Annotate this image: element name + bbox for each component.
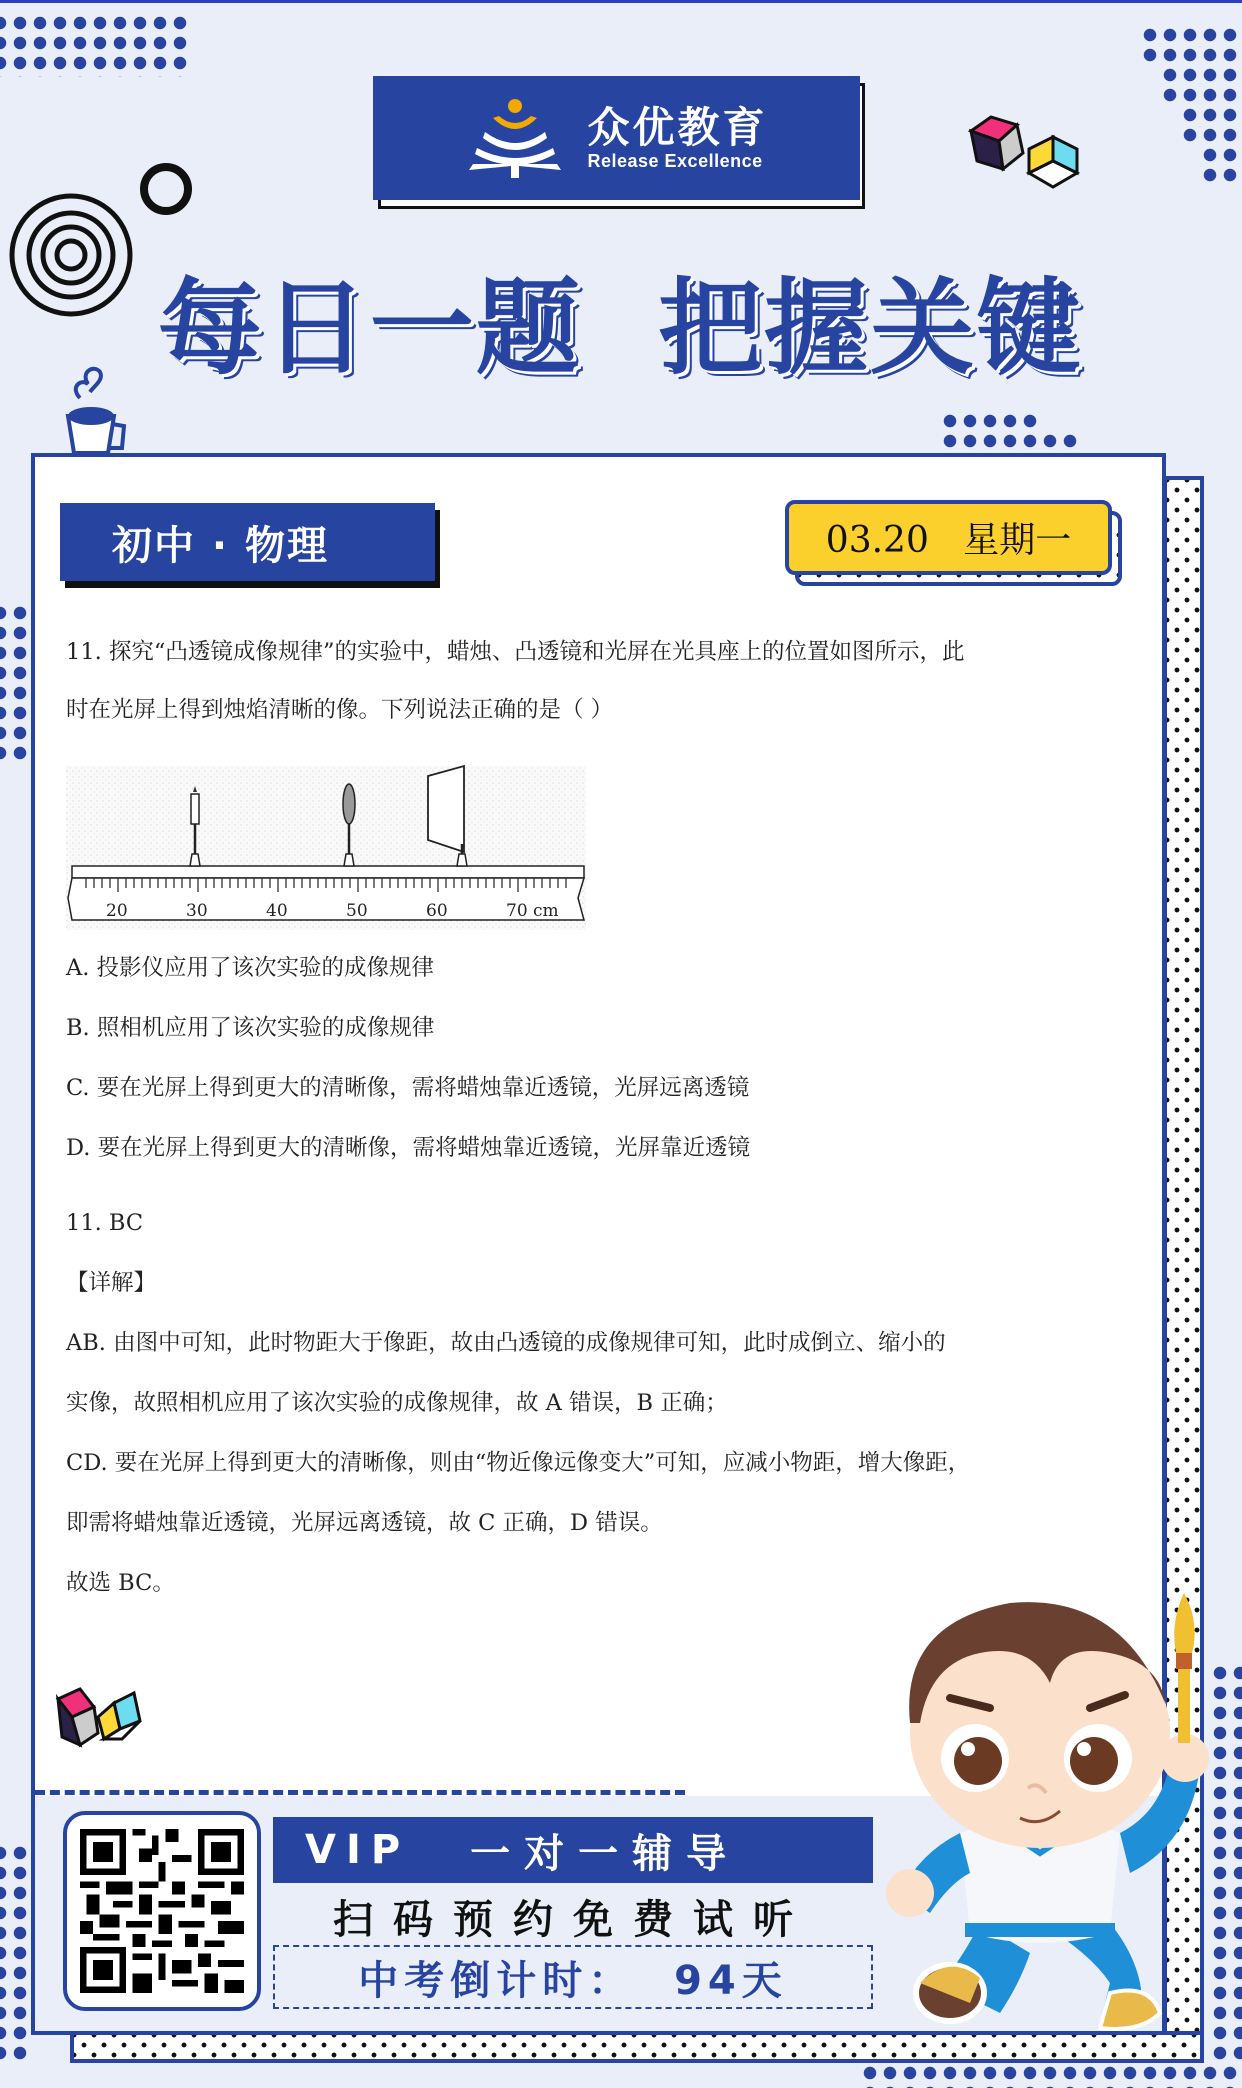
dot-pattern-top-right-3	[1180, 105, 1240, 145]
scan-to-book-text: 扫码预约免费试听	[333, 1896, 813, 1943]
exam-countdown: 中考倒计时： 94天	[273, 1945, 873, 2009]
dot-pattern-left-mid	[0, 603, 30, 763]
ruler-label-30: 30	[186, 901, 208, 921]
ruler-label-70: 70 cm	[506, 901, 559, 921]
one-on-one-label: 一对一辅导	[470, 1830, 741, 1877]
cubes-decoration-icon	[965, 103, 1095, 193]
vip-banner	[273, 1817, 873, 1883]
dot-pattern-left-bottom	[0, 1843, 30, 2063]
explanation-line-4: 即需将蜡烛靠近透镜，光屏远离透镜，故 C 正确，D 错误。	[66, 1510, 663, 1536]
vip-label: VIP	[305, 1827, 411, 1873]
dot-pattern-top-right-2	[1160, 65, 1240, 105]
question-line-2: 时在光屏上得到烛焰清晰的像。下列说法正确的是（ ）	[66, 697, 614, 723]
answer-label: 11. BC	[66, 1210, 144, 1236]
brand-logo	[373, 76, 860, 200]
qr-code[interactable]	[63, 1811, 261, 2011]
option-d: D. 要在光屏上得到更大的清晰像，需将蜡烛靠近透镜，光屏靠近透镜	[66, 1135, 751, 1161]
explanation-line-2: 实像，故照相机应用了该次实验的成像规律，故 A 错误，B 正确；	[66, 1390, 728, 1416]
dot-pattern-title-right-2	[940, 431, 1080, 451]
ruler-label-50: 50	[346, 901, 368, 921]
brand-logo-icon	[465, 98, 565, 178]
dot-pattern-title-right	[940, 411, 1040, 431]
optical-bench-svg	[66, 758, 586, 930]
cubes-decoration-small-icon	[50, 1683, 180, 1763]
optical-bench-diagram	[66, 758, 586, 930]
explanation-line-1: AB. 由图中可知，此时物距大于像距，故由凸透镜的成像规律可知，此时成倒立、缩小的	[66, 1330, 946, 1356]
brand-name-en: Release Excellence	[587, 150, 763, 171]
option-b: B. 照相机应用了该次实验的成像规律	[66, 1015, 435, 1041]
date-badge: 03.20 星期一	[785, 500, 1112, 575]
subject-badge: 初中 · 物理	[60, 503, 435, 581]
brand-name-cn: 众优教育	[587, 102, 768, 152]
page-title: 每日一题 把握关键	[157, 267, 1083, 389]
ruler-label-60: 60	[426, 901, 448, 921]
question-line-1: 11. 探究“凸透镜成像规律”的实验中，蜡烛、凸透镜和光屏在光具座上的位置如图所示，此	[66, 639, 965, 665]
mascot-boy-icon	[860, 1583, 1220, 2043]
dot-pattern-top-right-4	[1200, 145, 1240, 185]
ruler-label-20: 20	[106, 901, 128, 921]
option-a: A. 投影仪应用了该次实验的成像规律	[66, 955, 435, 981]
explanation-line-5: 故选 BC。	[66, 1570, 175, 1596]
dashed-divider	[35, 1790, 685, 1795]
coffee-cup-icon	[60, 358, 140, 453]
option-c: C. 要在光屏上得到更大的清晰像，需将蜡烛靠近透镜，光屏远离透镜	[66, 1075, 750, 1101]
dot-pattern-top-right	[1140, 25, 1240, 65]
explanation-line-3: CD. 要在光屏上得到更大的清晰像，则由“物近像远像变大”可知，应减小物距，增大像距，	[66, 1450, 971, 1476]
detail-heading: 【详解】	[66, 1270, 157, 1296]
dot-pattern-top-left	[0, 13, 190, 77]
ruler-label-40: 40	[266, 901, 288, 921]
dot-pattern-bottom	[860, 2063, 1242, 2088]
qr-code-image	[80, 1827, 244, 1995]
